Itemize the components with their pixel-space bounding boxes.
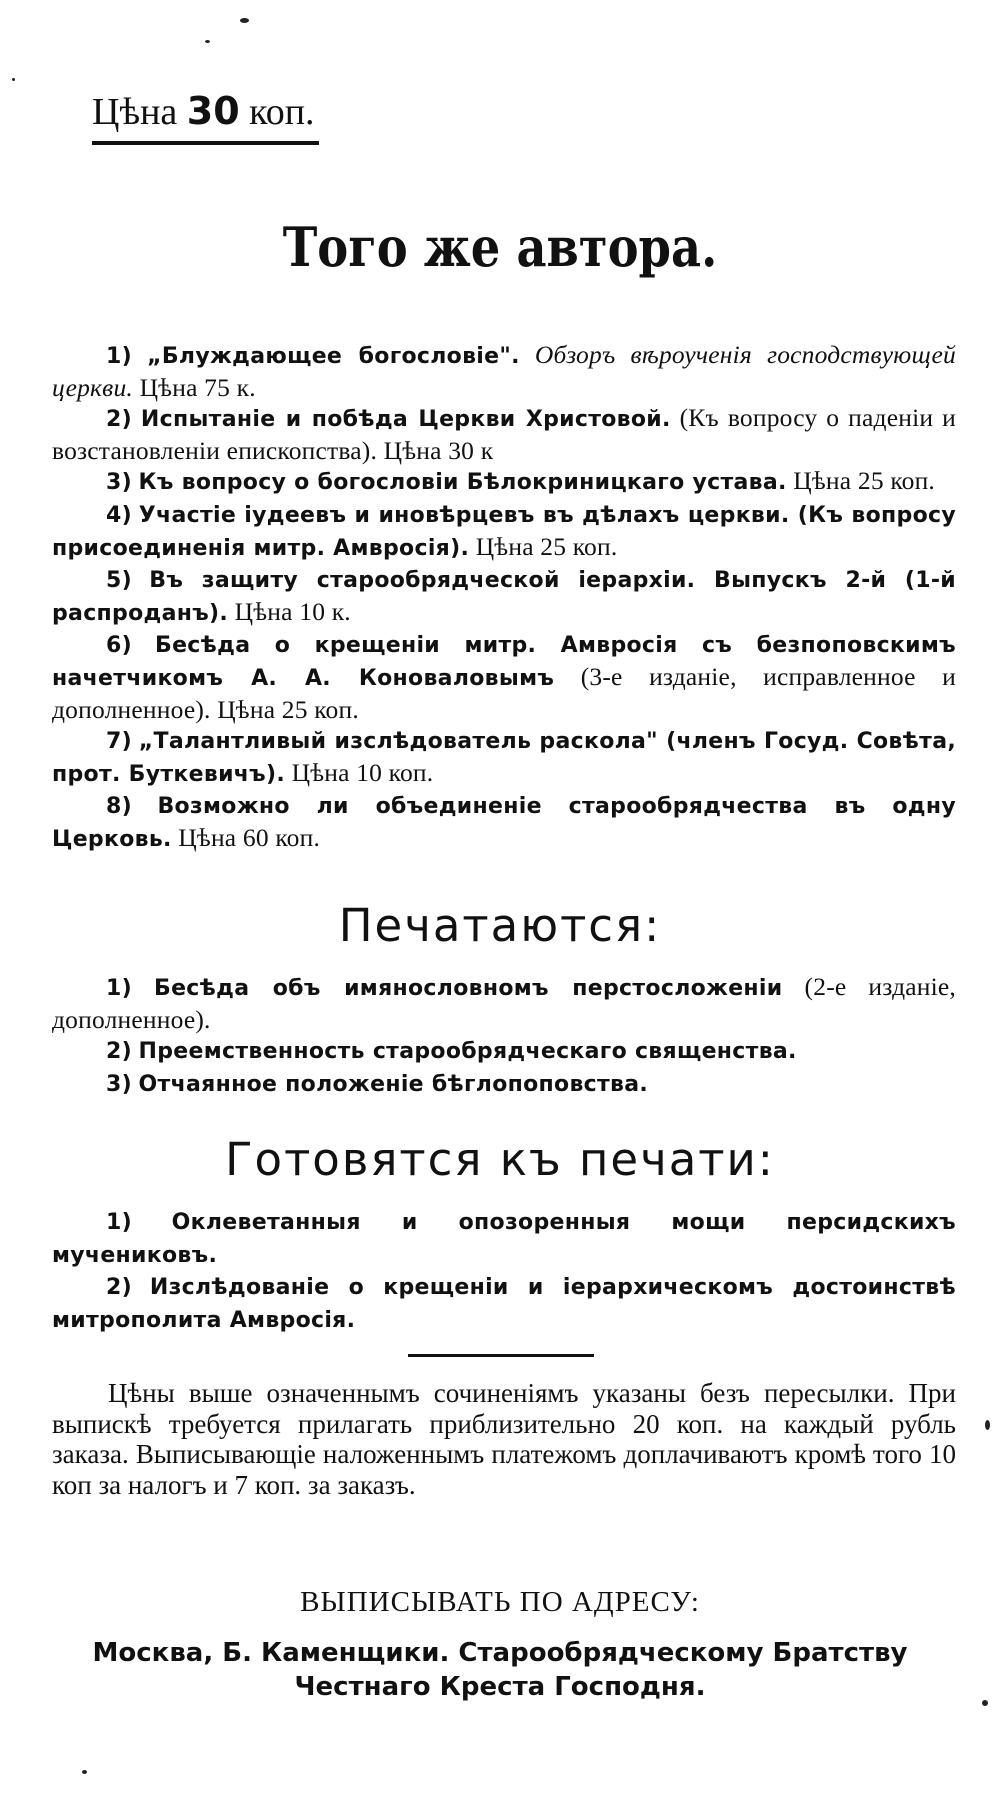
item-title: Бесѣда объ имянословномъ перстосложеніи <box>154 976 783 1001</box>
printing-list <box>52 972 956 1100</box>
item-title: Изслѣдованіе о крещеніи и іерархическомъ достоинствѣ митрополита Амвросія. <box>52 1275 956 1333</box>
item-title: „Блуждающее богословіе". <box>147 344 520 369</box>
item-title: Оклеветанныя и опозоренныя мощи персидскихъ мучениковъ. <box>52 1210 956 1268</box>
item-number: 6) <box>106 633 132 659</box>
list-item <box>52 466 956 499</box>
printing-heading: Печатаются: <box>338 899 662 952</box>
price-amount: 30 <box>186 89 240 133</box>
list-item <box>52 790 956 855</box>
item-price: Цѣна 75 к. <box>139 372 256 402</box>
item-title: Отчаянное положеніе бѣглопоповства. <box>138 1071 649 1097</box>
price-suffix: коп. <box>249 91 315 133</box>
item-number: 8) <box>106 794 132 820</box>
list-item <box>52 403 956 466</box>
list-item <box>52 1206 956 1271</box>
item-details: (Къ вопросу о паденіи и возстановленіи епископства). Цѣна 30 к <box>52 403 956 465</box>
item-price: Цѣна 10 коп. <box>291 757 434 787</box>
item-title: Бесѣда о крещеніи митр. Амвросія съ безпоповскимъ начетчикомъ А. А. Коноваловымъ <box>52 633 956 691</box>
ink-speck <box>982 1700 988 1706</box>
list-item <box>52 972 956 1035</box>
list-item <box>52 1035 956 1068</box>
item-title: Къ вопросу о богословіи Бѣлокриницкаго устава. <box>138 470 787 496</box>
item-title: Возможно ли объединеніе старообрядчества въ одну Церковь. <box>52 794 957 852</box>
item-number: 2) <box>106 407 132 433</box>
item-details: (3-е изданіе, исправленное и дополненное). Цѣна 25 коп. <box>52 661 956 724</box>
list-item <box>52 499 956 564</box>
ink-speck <box>985 1420 990 1430</box>
list-item <box>52 1068 956 1101</box>
item-title: Участіе іудеевъ и иновѣрцевъ въ дѣлахъ церкви. (Къ вопросу присоединенія митр. Амвросія). <box>52 502 956 561</box>
ink-speck <box>12 78 15 81</box>
list-item <box>52 1271 956 1336</box>
item-price: Цѣна 25 коп. <box>793 466 936 496</box>
preparing-heading: Готовятся къ печати: <box>225 1133 775 1186</box>
item-number: 3) <box>106 470 132 496</box>
item-title: Въ защиту старообрядческой іерархіи. Выпускъ 2-й (1-й распроданъ). <box>52 568 956 626</box>
page-title: Того же автора. <box>282 215 718 279</box>
item-number: 7) <box>106 729 132 755</box>
item-number: 1) <box>106 1210 132 1235</box>
item-number: 5) <box>106 568 132 594</box>
address-text: Москва, Б. Каменщики. Старообрядческому Братству Честнаго Креста Господня. <box>92 1638 908 1702</box>
item-number: 3) <box>106 1071 132 1097</box>
list-item <box>52 629 956 725</box>
item-number: 2) <box>106 1039 132 1065</box>
list-item <box>52 725 956 790</box>
price-prefix: Цѣна <box>92 91 178 133</box>
item-title: „Талантливый изслѣдователь раскола" (членъ Госуд. Совѣта, прот. Буткевичъ). <box>52 729 956 787</box>
price-label <box>92 88 319 145</box>
item-number: 2) <box>106 1275 132 1301</box>
item-price: Цѣна 60 коп. <box>178 822 321 852</box>
item-number: 1) <box>106 344 132 369</box>
works-list <box>52 340 956 856</box>
item-price: Цѣна 10 к. <box>234 596 351 626</box>
list-item <box>52 564 956 629</box>
ink-speck <box>82 1770 87 1774</box>
item-title: Испытаніе и побѣда Церкви Христовой. <box>140 407 671 433</box>
ink-speck <box>240 18 249 23</box>
ink-speck <box>205 40 210 43</box>
item-details: (2-е изданіе, дополненное). <box>52 972 957 1034</box>
item-number: 4) <box>106 502 132 528</box>
preparing-list <box>52 1206 956 1336</box>
address-heading: ВЫПИСЫВАТЬ ПО АДРЕСУ: <box>300 1586 700 1618</box>
item-subtitle: Обзоръ вѣроученія господствующей церкви. <box>52 340 957 402</box>
item-number: 1) <box>106 976 132 1001</box>
shipping-note: Цѣны выше означеннымъ сочиненіямъ указаны безъ пересылки. При выпискѣ требуется прилагать приблизительно 20 коп. на каждый рубль заказа. Выписывающіе наложеннымъ платежомъ доплачиваютъ кромѣ того 10 коп за налогъ и 7 коп. за заказъ. <box>52 1378 956 1500</box>
item-title: Преемственность старообрядческаго священства. <box>138 1039 797 1065</box>
divider <box>408 1354 594 1357</box>
list-item <box>52 340 956 403</box>
item-price: Цѣна 25 коп. <box>475 531 618 561</box>
